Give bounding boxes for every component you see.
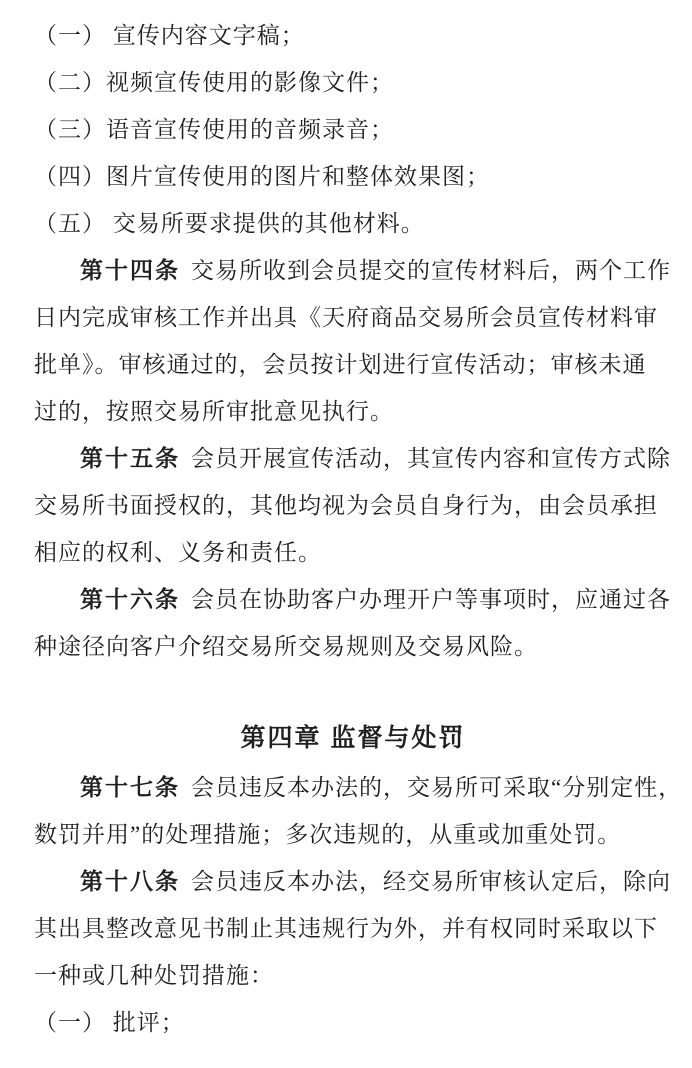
article-15-line-3: 相应的权利、义务和责任。	[34, 540, 322, 565]
article-16-line-1	[34, 576, 672, 623]
list-item-3: （三）语音宣传使用的音频录音；	[34, 117, 394, 142]
article-18-line-2: 其出具整改意见书制止其违规行为外，并有权同时采取以下	[34, 916, 658, 941]
article-14-line-3: 批单》。审核通过的，会员按计划进行宣传活动；审核未通	[34, 352, 647, 377]
article-14-line-4: 过的，按照交易所审批意见执行。	[34, 399, 394, 424]
chapter-heading: 第四章 监督与处罚	[240, 724, 466, 752]
list-item-5: （五） 交易所要求提供的其他材料。	[34, 211, 425, 236]
list-item-4: （四）图片宣传使用的图片和整体效果图；	[34, 164, 490, 189]
article-18-line-3: 一种或几种处罚措施：	[34, 963, 274, 988]
article-17-number: 第十七条	[80, 775, 180, 800]
article-18-line-1	[34, 858, 672, 905]
bottom-list-item-1: （一） 批评；	[34, 1010, 185, 1035]
article-14-line-1	[34, 247, 672, 294]
article-14-first-line-text: 交易所收到会员提交的宣传材料后，两个工作	[191, 258, 671, 283]
article-17-line-1	[34, 764, 683, 811]
article-14-number: 第十四条	[80, 258, 180, 283]
article-17-first-line-text: 会员违反本办法的，交易所可采取“分别定性，	[191, 775, 683, 800]
article-18-first-line-text: 会员违反本办法，经交易所审核认定后，除向	[191, 869, 671, 894]
article-15-number: 第十五条	[80, 446, 180, 471]
article-17-line-2: 数罚并用”的处理措施；多次违规的，从重或加重处罚。	[34, 822, 622, 847]
article-15-line-1	[34, 435, 672, 482]
article-16-first-line-text: 会员在协助客户办理开户等事项时，应通过各	[191, 587, 671, 612]
list-item-2: （二）视频宣传使用的影像文件；	[34, 70, 394, 95]
article-16-line-2: 种途径向客户介绍交易所交易规则及交易风险。	[34, 634, 538, 659]
article-18-number: 第十八条	[80, 869, 180, 894]
article-15-line-2: 交易所书面授权的，其他均视为会员自身行为，由会员承担	[34, 493, 658, 518]
article-16-number: 第十六条	[80, 587, 180, 612]
list-item-1: （一） 宣传内容文字稿；	[34, 23, 305, 48]
article-15-first-line-text: 会员开展宣传活动，其宣传内容和宣传方式除	[191, 446, 671, 471]
article-14-line-2: 日内完成审核工作并出具《天府商品交易所会员宣传材料审	[34, 305, 658, 330]
